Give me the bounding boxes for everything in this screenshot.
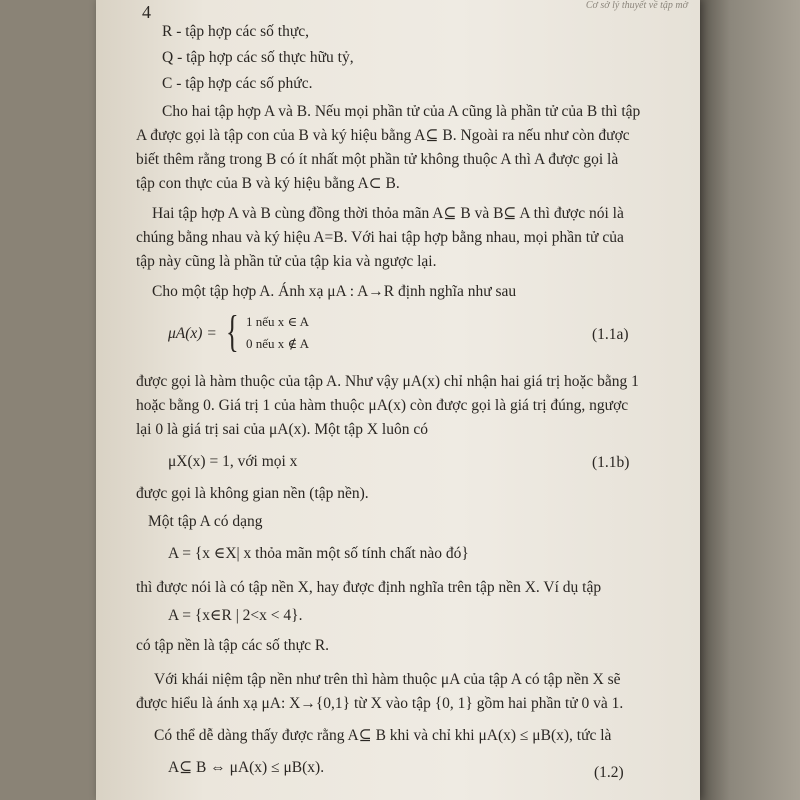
page-edge-shadow: [700, 0, 800, 800]
para9-line1: Với khái niệm tập nền như trên thì hàm thuộc μA của tập A có tập nền X sẽ: [154, 671, 621, 688]
eq2-number: (1.1b): [592, 454, 630, 471]
eq1-lhs: μA(x) =: [168, 325, 217, 342]
eq4: A = {x∈R | 2<x < 4}.: [168, 607, 303, 624]
para8: có tập nền là tập các số thực R.: [136, 637, 330, 654]
eq2: μX(x) = 1, với mọi x: [168, 453, 298, 470]
eq1-case1: 1 nếu x ∈ A: [246, 314, 310, 329]
def-line-c: C - tập hợp các số phức.: [162, 75, 313, 92]
para4-line2: hoặc bằng 0. Giá trị 1 của hàm thuộc μA(x) còn được gọi là giá trị đúng, ngược: [136, 397, 629, 414]
para7: thì được nói là có tập nền X, hay được định nghĩa trên tập nền X. Ví dụ tập: [136, 579, 602, 596]
running-head: Cơ sở lý thuyết về tập mờ: [585, 0, 688, 11]
para1-line4: tập con thực của B và ký hiệu bằng A⊂ B.: [136, 175, 400, 192]
eq1-brace: {: [226, 307, 239, 356]
para9-line2: được hiểu là ánh xạ μA: X→{0,1} từ X vào tập {0, 1} gồm hai phần tử 0 và 1.: [136, 695, 624, 712]
para4-line1: được gọi là hàm thuộc của tập A. Như vậy μA(x) chỉ nhận hai giá trị hoặc bằng 1: [136, 373, 639, 390]
para6: Một tập A có dạng: [148, 513, 263, 530]
para2-line1: Hai tập hợp A và B cùng đồng thời thỏa mãn A⊆ B và B⊆ A thì được nói là: [152, 205, 624, 222]
para4-line3: lại 0 là giá trị sai của μA(x). Một tập X luôn có: [136, 421, 428, 438]
para2-line2: chúng bằng nhau và ký hiệu A=B. Với hai tập hợp bằng nhau, mọi phần tử của: [136, 229, 624, 246]
eq3: A = {x ∈X| x thỏa mãn một số tính chất nào đó}: [168, 545, 469, 562]
para10: Có thể dễ dàng thấy được rằng A⊆ B khi và chỉ khi μA(x) ≤ μB(x), tức là: [154, 727, 612, 744]
eq1-case2: 0 nếu x ∉ A: [246, 336, 310, 351]
eq1-number: (1.1a): [592, 326, 629, 343]
para2-line3: tập này cũng là phần tử của tập kia và ngược lại.: [136, 253, 437, 270]
eq5-number: (1.2): [594, 764, 624, 781]
para1-line2: A được gọi là tập con của B và ký hiệu bằng A⊆ B. Ngoài ra nếu như còn được: [136, 127, 630, 144]
para1-line3: biết thêm rằng trong B có ít nhất một phần tử không thuộc A thì A được gọi là: [136, 151, 619, 168]
book-page: [96, 0, 700, 800]
para3: Cho một tập hợp A. Ánh xạ μA : A→R định nghĩa như sau: [152, 283, 517, 300]
def-line-r: R - tập hợp các số thực,: [162, 23, 310, 40]
para5: được gọi là không gian nền (tập nền).: [136, 485, 369, 502]
eq5: A⊆ B ⇔ μA(x) ≤ μB(x).: [168, 759, 325, 776]
def-line-q: Q - tập hợp các số thực hữu tỷ,: [162, 49, 354, 66]
page-number: 4: [142, 2, 151, 22]
para1-line1: Cho hai tập hợp A và B. Nếu mọi phần tử của A cũng là phần tử của B thì tập: [162, 103, 641, 120]
